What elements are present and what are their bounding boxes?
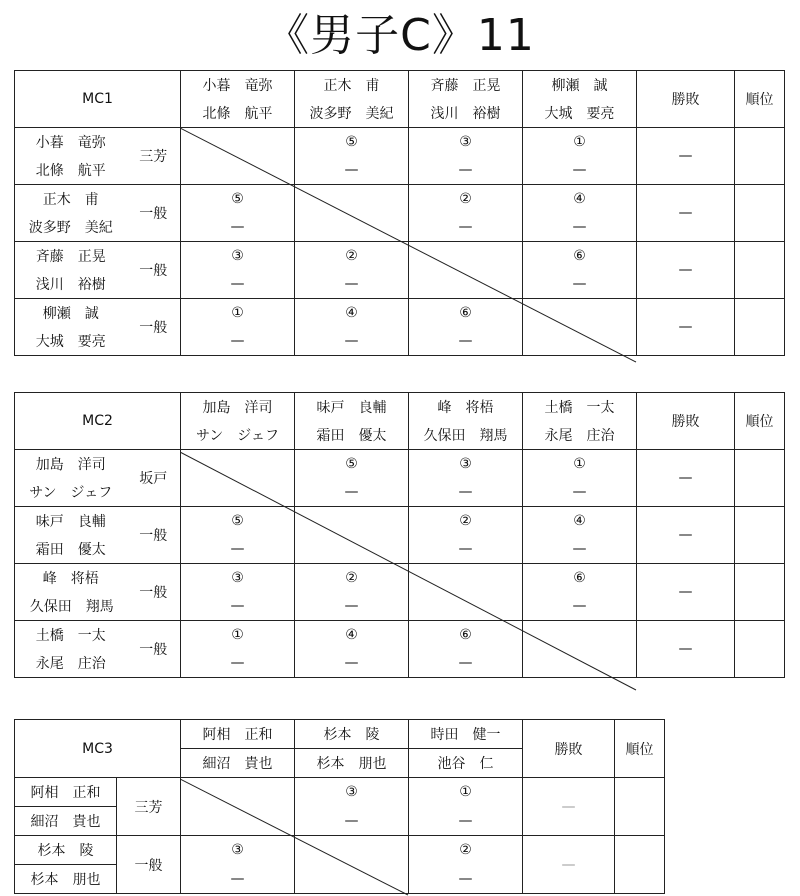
match-result: —: [523, 156, 637, 185]
win-loss-header: 勝敗: [637, 71, 735, 128]
match-order: ③: [295, 778, 409, 807]
match-order: ⑥: [409, 621, 523, 650]
win-loss-header: 勝敗: [637, 393, 735, 450]
column-team-1-player-1: 加島 洋司: [181, 393, 295, 422]
column-team-2-player-1: 正木 甫: [295, 71, 409, 100]
win-loss-value: —: [637, 185, 735, 242]
win-loss-value: —: [637, 507, 735, 564]
column-team-3-player-1: 峰 将梧: [409, 393, 523, 422]
match-order: ②: [295, 242, 409, 271]
match-result: —: [409, 327, 523, 356]
match-order: ⑤: [181, 185, 295, 214]
diagonal-line-mc3: [180, 779, 410, 896]
match-order: ⑤: [295, 128, 409, 157]
row-team-1-player-2: 北條 航平: [15, 156, 127, 185]
win-loss-value: —: [637, 564, 735, 621]
match-order: ④: [523, 507, 637, 536]
match-result: —: [181, 535, 295, 564]
match-result: —: [409, 649, 523, 678]
match-result: —: [295, 327, 409, 356]
row-team-2-category: 一般: [127, 507, 181, 564]
diagonal-line-mc2: [180, 452, 638, 692]
row-team-2-category: 一般: [117, 836, 181, 894]
rank-value: [735, 507, 785, 564]
column-team-4-player-2: 永尾 庄治: [523, 421, 637, 450]
row-team-3-category: 一般: [127, 564, 181, 621]
match-order: ④: [523, 185, 637, 214]
row-team-3-player-2: 浅川 裕樹: [15, 270, 127, 299]
group-label: MC3: [15, 720, 181, 778]
win-loss-value: —: [523, 778, 615, 836]
rank-value: [735, 450, 785, 507]
row-team-3-player-2: 久保田 翔馬: [15, 592, 127, 621]
match-result: —: [295, 156, 409, 185]
win-loss-value: —: [637, 450, 735, 507]
column-team-2-player-2: 霜田 優太: [295, 421, 409, 450]
row-team-2-category: 一般: [127, 185, 181, 242]
win-loss-value: —: [523, 836, 615, 894]
rank-header: 順位: [735, 71, 785, 128]
match-order: ③: [409, 128, 523, 157]
row-team-1-player-2: サン ジェフ: [15, 478, 127, 507]
match-result: —: [295, 649, 409, 678]
match-order: ④: [295, 299, 409, 328]
column-team-3-player-2: 浅川 裕樹: [409, 99, 523, 128]
match-result: —: [523, 270, 637, 299]
row-team-2-player-2: 霜田 優太: [15, 535, 127, 564]
row-team-1-category: 三芳: [127, 128, 181, 185]
win-loss-value: —: [637, 128, 735, 185]
column-team-4-player-1: 柳瀬 誠: [523, 71, 637, 100]
column-team-3-player-2: 久保田 翔馬: [409, 421, 523, 450]
match-order: ②: [409, 836, 523, 865]
match-order: ③: [181, 836, 295, 865]
column-team-1-player-1: 阿相 正和: [181, 720, 295, 749]
match-result: —: [409, 156, 523, 185]
match-order: ⑤: [181, 507, 295, 536]
column-team-2-player-2: 杉本 朋也: [295, 749, 409, 778]
match-result: —: [295, 270, 409, 299]
group-label: MC2: [15, 393, 181, 450]
rank-header: 順位: [615, 720, 665, 778]
column-team-4-player-2: 大城 要亮: [523, 99, 637, 128]
match-order: ①: [409, 778, 523, 807]
match-order: ②: [295, 564, 409, 593]
match-result: —: [181, 865, 295, 894]
win-loss-value: —: [637, 242, 735, 299]
match-result: —: [409, 478, 523, 507]
match-order: ⑥: [523, 242, 637, 271]
win-loss-value: —: [637, 621, 735, 678]
rank-value: [735, 128, 785, 185]
column-team-1-player-2: 北條 航平: [181, 99, 295, 128]
match-result: —: [295, 807, 409, 836]
win-loss-header: 勝敗: [523, 720, 615, 778]
row-team-3-player-1: 斉藤 正晃: [15, 242, 127, 271]
rank-value: [735, 299, 785, 356]
match-order: ①: [181, 621, 295, 650]
column-team-2-player-1: 杉本 陵: [295, 720, 409, 749]
match-order: ③: [181, 242, 295, 271]
match-result: —: [409, 865, 523, 894]
match-order: ②: [409, 185, 523, 214]
column-team-4-player-1: 土橋 一太: [523, 393, 637, 422]
match-order: ①: [523, 450, 637, 479]
column-team-1-player-1: 小暮 竜弥: [181, 71, 295, 100]
diagonal-line-mc1: [180, 128, 638, 364]
row-team-3-player-1: 峰 将梧: [15, 564, 127, 593]
row-team-1-player-1: 阿相 正和: [15, 778, 117, 807]
match-order: ①: [181, 299, 295, 328]
rank-header: 順位: [735, 393, 785, 450]
match-result: —: [181, 592, 295, 621]
column-team-2-player-2: 波多野 美紀: [295, 99, 409, 128]
column-team-1-player-2: 細沼 貴也: [181, 749, 295, 778]
row-team-2-player-1: 正木 甫: [15, 185, 127, 214]
rank-value: [735, 242, 785, 299]
match-result: —: [409, 535, 523, 564]
match-result: —: [181, 327, 295, 356]
column-team-1-player-2: サン ジェフ: [181, 421, 295, 450]
row-team-2-player-1: 杉本 陵: [15, 836, 117, 865]
column-team-3-player-1: 時田 健一: [409, 720, 523, 749]
match-result: —: [181, 213, 295, 242]
column-team-2-player-1: 味戸 良輔: [295, 393, 409, 422]
win-loss-value: —: [637, 299, 735, 356]
row-team-2-player-1: 味戸 良輔: [15, 507, 127, 536]
match-order: ①: [523, 128, 637, 157]
match-order: ③: [409, 450, 523, 479]
row-team-4-category: 一般: [127, 299, 181, 356]
row-team-4-player-1: 柳瀬 誠: [15, 299, 127, 328]
page-title: 《男子C》11: [265, 10, 535, 61]
rank-value: [735, 621, 785, 678]
match-result: —: [523, 213, 637, 242]
match-result: —: [523, 478, 637, 507]
match-order: ②: [409, 507, 523, 536]
rank-value: [735, 185, 785, 242]
match-result: —: [409, 807, 523, 836]
row-team-1-category: 坂戸: [127, 450, 181, 507]
match-order: ⑤: [295, 450, 409, 479]
match-result: —: [295, 592, 409, 621]
match-result: —: [523, 535, 637, 564]
match-order: ⑥: [523, 564, 637, 593]
row-team-2-player-2: 杉本 朋也: [15, 865, 117, 894]
match-result: —: [295, 478, 409, 507]
match-result: —: [409, 213, 523, 242]
rank-value: [615, 778, 665, 836]
row-team-1-player-1: 小暮 竜弥: [15, 128, 127, 157]
match-order: ④: [295, 621, 409, 650]
row-team-1-player-1: 加島 洋司: [15, 450, 127, 479]
rank-value: [735, 564, 785, 621]
match-order: ③: [181, 564, 295, 593]
match-result: —: [181, 649, 295, 678]
row-team-4-player-1: 土橋 一太: [15, 621, 127, 650]
column-team-3-player-2: 池谷 仁: [409, 749, 523, 778]
rank-value: [615, 836, 665, 894]
row-team-1-category: 三芳: [117, 778, 181, 836]
row-team-4-player-2: 永尾 庄治: [15, 649, 127, 678]
match-result: —: [181, 270, 295, 299]
row-team-4-category: 一般: [127, 621, 181, 678]
row-team-3-category: 一般: [127, 242, 181, 299]
row-team-1-player-2: 細沼 貴也: [15, 807, 117, 836]
row-team-2-player-2: 波多野 美紀: [15, 213, 127, 242]
match-order: ⑥: [409, 299, 523, 328]
group-label: MC1: [15, 71, 181, 128]
column-team-3-player-1: 斉藤 正晃: [409, 71, 523, 100]
match-result: —: [523, 592, 637, 621]
row-team-4-player-2: 大城 要亮: [15, 327, 127, 356]
